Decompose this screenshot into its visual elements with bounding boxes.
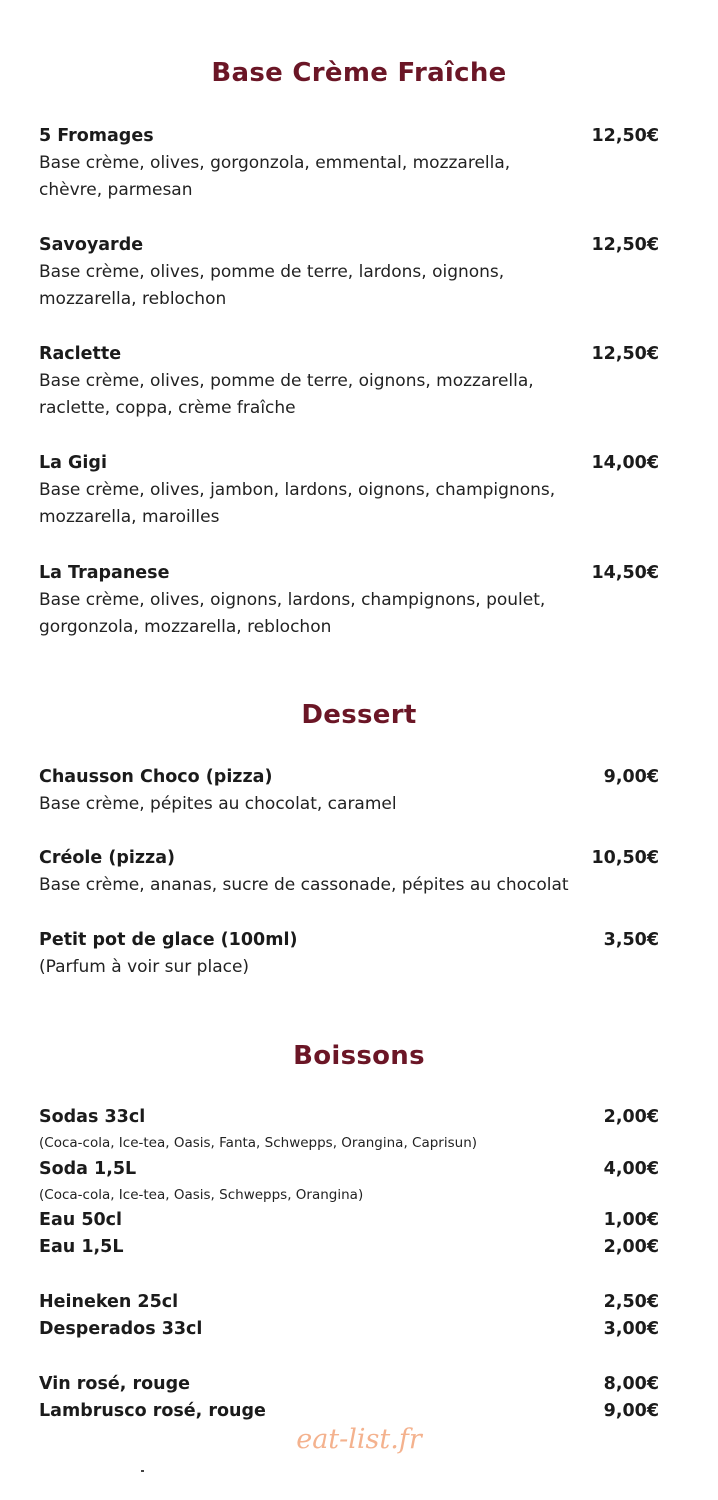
item-name: Chausson Choco (pizza) [39,767,273,787]
menu-item [39,1156,659,1207]
menu-item [39,927,659,981]
item-description-line: Base crème, ananas, sucre de cassonade, pépites au chocolat [39,875,569,895]
item-description-line: gorgonzola, mozzarella, reblochon [39,617,332,637]
item-name: Heineken 25cl [39,1292,179,1312]
item-description-line: Base crème, olives, pomme de terre, oignons, mozzarella, [39,371,534,391]
item-name: Petit pot de glace (100ml) [39,930,298,950]
item-name: Créole (pizza) [39,848,176,868]
item-description-line: raclette, coppa, crème fraîche [39,398,296,418]
item-price: 2,00€ [603,1107,659,1127]
item-price: 14,00€ [591,453,659,473]
item-name: La Trapanese [39,563,170,583]
item-note: (Coca-cola, Ice-tea, Oasis, Fanta, Schwepps, Orangina, Caprisun) [39,1135,478,1151]
item-name: Desperados 33cl [39,1319,203,1339]
item-description-line: chèvre, parmesan [39,180,193,200]
section-title-dessert: Dessert [301,700,417,730]
watermark: eat-list.fr [296,1424,422,1455]
section-title-boissons: Boissons [293,1041,425,1071]
menu-item [39,450,659,531]
item-description-line: Base crème, olives, gorgonzola, emmental, mozzarella, [39,153,511,173]
menu-item [39,1289,659,1316]
menu-item [39,1316,659,1343]
item-price: 2,00€ [603,1237,659,1257]
item-price: 2,50€ [603,1292,659,1312]
item-price: 9,00€ [603,767,659,787]
menu-item [39,1207,659,1234]
item-name: La Gigi [39,453,107,473]
menu-item [39,341,659,422]
item-name: Sodas 33cl [39,1107,146,1127]
item-description-line: Base crème, olives, oignons, lardons, champignons, poulet, [39,590,546,610]
item-description-line: Base crème, olives, jambon, lardons, oignons, champignons, [39,480,556,500]
menu-item [39,1104,659,1155]
item-name: Raclette [39,344,122,364]
item-price: 3,50€ [603,930,659,950]
item-price: 12,50€ [591,126,659,146]
item-name: Vin rosé, rouge [39,1374,190,1394]
item-price: 9,00€ [603,1401,659,1421]
item-description-line: mozzarella, maroilles [39,507,220,527]
item-description-line: Base crème, pépites au chocolat, caramel [39,794,397,814]
item-name: Eau 50cl [39,1210,123,1230]
menu-item [39,1398,659,1425]
item-price: 12,50€ [591,344,659,364]
item-note: (Coca-cola, Ice-tea, Oasis, Schwepps, Orangina) [39,1187,364,1203]
menu-item [39,123,659,204]
menu-item [39,560,659,641]
item-name: Lambrusco rosé, rouge [39,1401,266,1421]
item-price: 12,50€ [591,235,659,255]
item-price: 4,00€ [603,1159,659,1179]
menu-item [39,845,659,899]
item-price: 3,00€ [603,1319,659,1339]
scan-speck [141,1470,144,1472]
item-description-line: Base crème, olives, pomme de terre, lardons, oignons, [39,262,505,282]
item-description-line: (Parfum à voir sur place) [39,957,250,977]
item-name: Savoyarde [39,235,144,255]
item-price: 1,00€ [603,1210,659,1230]
item-name: 5 Fromages [39,126,154,146]
item-name: Soda 1,5L [39,1159,137,1179]
menu-item [39,232,659,313]
item-name: Eau 1,5L [39,1237,124,1257]
menu-item [39,764,659,818]
menu-item [39,1234,659,1261]
section-title-base-creme-fraiche: Base Crème Fraîche [211,58,507,88]
menu-item [39,1371,659,1398]
item-price: 14,50€ [591,563,659,583]
item-price: 10,50€ [591,848,659,868]
item-price: 8,00€ [603,1374,659,1394]
item-description-line: mozzarella, reblochon [39,289,227,309]
